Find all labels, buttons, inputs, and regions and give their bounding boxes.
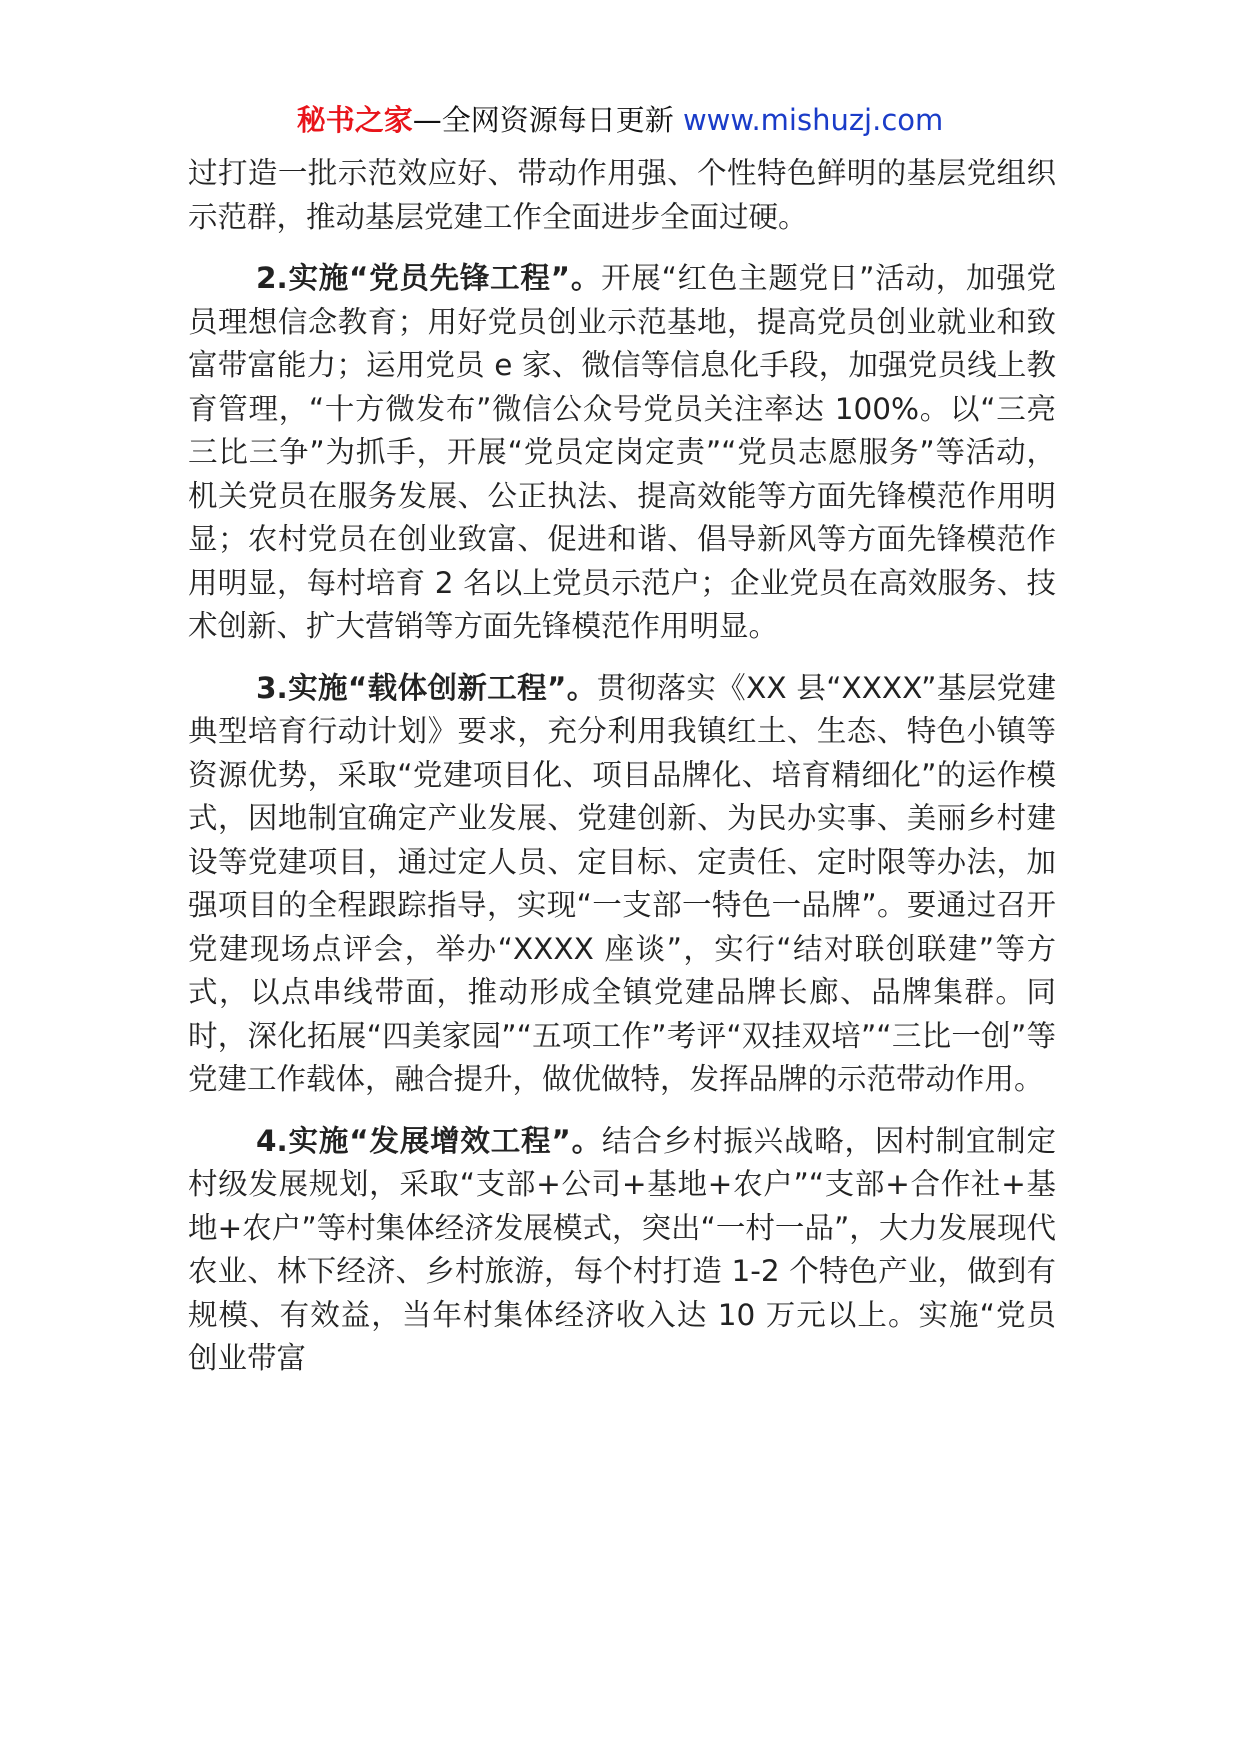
site-tagline: —全网资源每日更新 bbox=[412, 103, 674, 137]
document-body bbox=[188, 152, 1056, 1381]
paragraph-heading: 3.实施“载体创新工程”。 bbox=[256, 670, 597, 705]
paragraph-party-member-pioneer bbox=[188, 257, 1056, 649]
paragraph-continuation bbox=[188, 152, 1056, 239]
paragraph-heading: 4.实施“发展增效工程”。 bbox=[256, 1123, 602, 1158]
site-url-link[interactable]: www.mishuzj.com bbox=[682, 103, 944, 137]
paragraph-development-efficiency bbox=[188, 1120, 1056, 1381]
site-brand: 秘书之家 bbox=[296, 103, 413, 137]
paragraph-body: 贯彻落实《XX 县“XXXX”基层党建典型培育行动计划》要求，充分利用我镇红土、生态、特色小镇等资源优势，采取“党建项目化、项目品牌化、培育精细化”的运作模式，因地制宜确定产业发展、党建创新、为民办实事、美丽乡村建设等党建项目，通过定人员、定目标、定责任、定时限等办法，加强项目的全程跟踪指导，实现“一支部一特色一品牌”。要通过召开党建现场点评会，举办“XXXX 座谈”，实行“结对联创联建”等方式，以点串线带面，推动形成全镇党建品牌长廊、品牌集群。同时，深化拓展“四美家园”“五项工作”考评“双挂双培”“三比一创”等党建工作载体，融合提升，做优做特，发挥品牌的示范带动作用。 bbox=[188, 670, 1056, 1096]
paragraph-heading: 2.实施“党员先锋工程”。 bbox=[256, 261, 602, 295]
paragraph-body: 过打造一批示范效应好、带动作用强、个性特色鲜明的基层党组织示范群，推动基层党建工作全面进步全面过硬。 bbox=[188, 156, 1056, 234]
paragraph-body: 结合乡村振兴战略，因村制宜制定村级发展规划，采取“支部+公司+基地+农户”“支部+合作社+基地+农户”等村集体经济发展模式，突出“一村一品”，大力发展现代农业、林下经济、乡村旅游，每个村打造 1-2 个特色产业，做到有规模、有效益，当年村集体经济收入达 10 万元以上。实施“党员创业带富 bbox=[188, 1123, 1056, 1375]
paragraph-body: 开展“红色主题党日”活动，加强党员理想信念教育；用好党员创业示范基地，提高党员创业就业和致富带富能力；运用党员 e 家、微信等信息化手段，加强党员线上教育管理，“十方微发布”微信公众号党员关注率达 100%。以“三亮三比三争”为抓手，开展“党员定岗定责”“党员志愿服务”等活动，机关党员在服务发展、公正执法、提高效能等方面先锋模范作用明显；农村党员在创业致富、促进和谐、倡导新风等方面先锋模范作用明显，每村培育 2 名以上党员示范户；企业党员在高效服务、技术创新、扩大营销等方面先锋模范作用明显。 bbox=[188, 261, 1056, 643]
site-header bbox=[0, 100, 1240, 140]
paragraph-carrier-innovation bbox=[188, 667, 1056, 1102]
